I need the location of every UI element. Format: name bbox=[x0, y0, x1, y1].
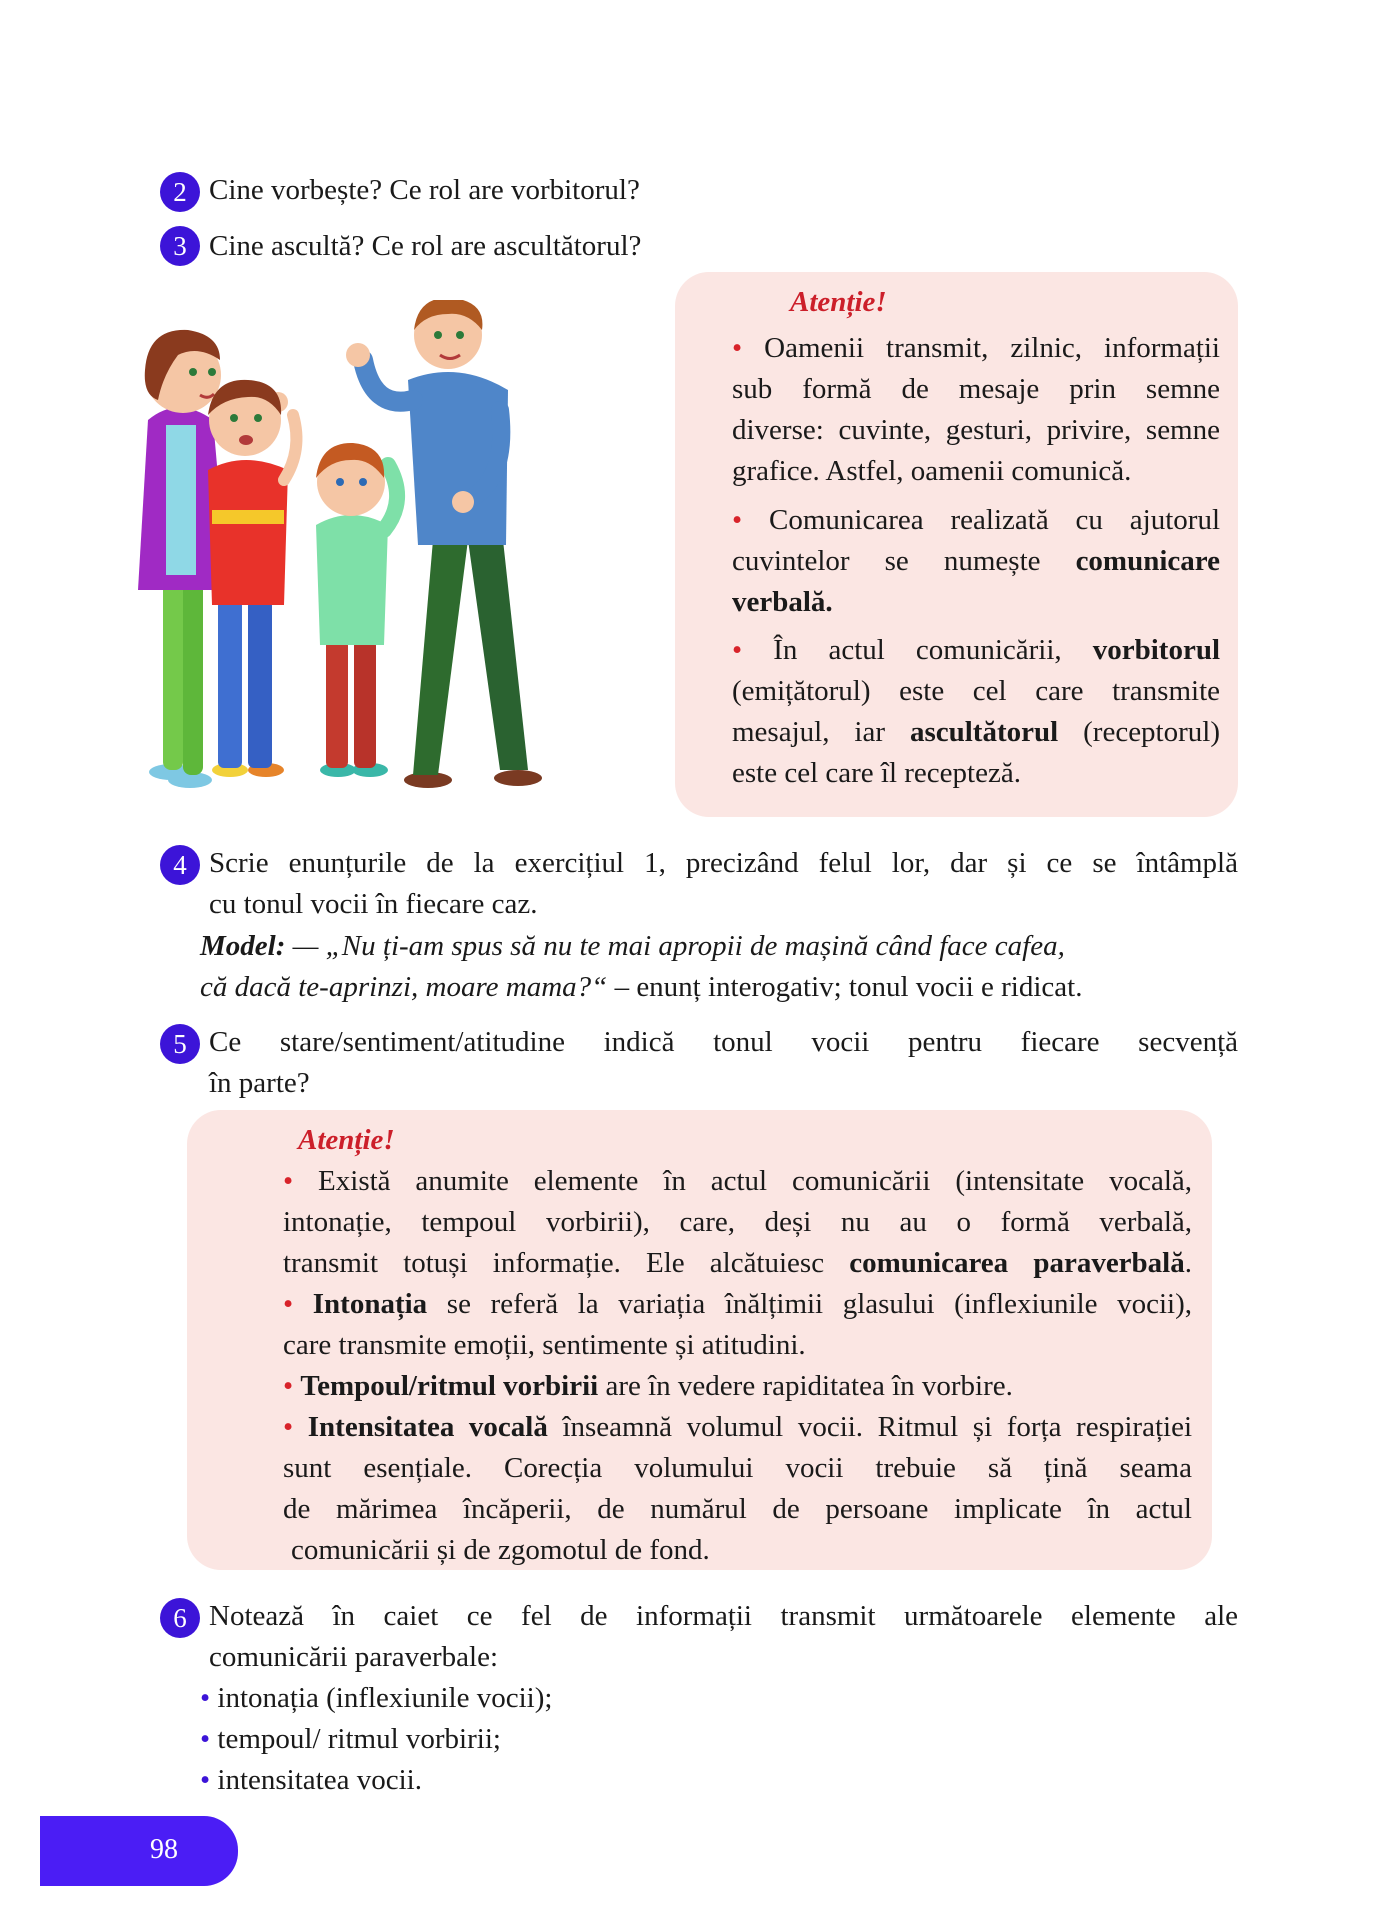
box2-bullet4-line1: • Intensitatea vocală înseamnă volumul vocii. Ritmul și forța respirației bbox=[283, 1411, 1193, 1443]
question-5-line2: în parte? bbox=[209, 1067, 310, 1099]
box2-bullet2-line2: care transmite emoții, sentimente și atitudini. bbox=[283, 1329, 806, 1361]
box2-bullet3-line1: • Tempoul/ritmul vorbirii are în vedere rapiditatea în vorbire. bbox=[283, 1370, 1013, 1402]
list-item: • intonația (inflexiunile vocii); bbox=[200, 1682, 553, 1714]
list-item: • intensitatea vocii. bbox=[200, 1764, 422, 1796]
page-number: 98 bbox=[150, 1834, 178, 1865]
question-3-text: Cine ascultă? Ce rol are ascultătorul? bbox=[209, 230, 642, 262]
box1-bullet1-line1: • Oamenii transmit, zilnic, informații bbox=[732, 332, 1220, 364]
box2-bullet2-line1: • Intonația se referă la variația înălțimii glasului (inflexiunile vocii), bbox=[283, 1288, 1193, 1320]
question-number-4: 4 bbox=[160, 845, 200, 885]
page-number-tab bbox=[40, 1816, 238, 1886]
box1-bullet1-line3: diverse: cuvinte, gesturi, privire, semne bbox=[732, 414, 1220, 446]
question-6-line2: comunicării paraverbale: bbox=[209, 1641, 499, 1673]
box1-bullet3-line1: • În actul comunicării, vorbitorul bbox=[732, 634, 1221, 666]
box1-bullet3-line4: este cel care îl recepteză. bbox=[732, 757, 1021, 789]
boy-green-shirt bbox=[316, 443, 397, 777]
question-number-2: 2 bbox=[160, 172, 200, 212]
box1-bullet1-line2: sub formă de mesaje prin semne bbox=[732, 373, 1220, 405]
box2-bullet4-line3: de mărimea încăperii, de numărul de persoane implicate în actul bbox=[283, 1493, 1192, 1525]
box2-bullet4-line4: comunicării și de zgomotul de fond. bbox=[291, 1534, 710, 1566]
question-6-line1: Notează în caiet ce fel de informații transmit următoarele elemente ale bbox=[209, 1600, 1238, 1632]
box2-bullet1-line2: intonație, tempoul vorbirii), care, deși nu au o formă verbală, bbox=[283, 1206, 1192, 1238]
box1-bullet3-line2: (emițătorul) este cel care transmite bbox=[732, 675, 1220, 707]
box1-bullet2-line2: cuvintelor se numește comunicare bbox=[732, 545, 1220, 577]
box1-bullet3-line3: mesajul, iar ascultătorul (receptorul) bbox=[732, 716, 1220, 748]
box2-bullet1-line1: • Există anumite elemente în actul comunicării (intensitate vocală, bbox=[283, 1165, 1192, 1197]
attention-title-2: Atenție! bbox=[298, 1124, 395, 1156]
attention-title-1: Atenție! bbox=[790, 286, 887, 318]
box1-bullet2-line3: verbală. bbox=[732, 586, 833, 618]
question-5-line1: Ce stare/sentiment/atitudine indică tonul vocii pentru fiecare secvență bbox=[209, 1026, 1238, 1058]
model-line2: că dacă te-aprinzi, moare mama?“ – enunț interogativ; tonul vocii e ridicat. bbox=[200, 971, 1083, 1003]
family-illustration bbox=[108, 300, 668, 800]
box1-bullet1-line4: grafice. Astfel, oamenii comunică. bbox=[732, 455, 1132, 487]
question-4-line1: Scrie enunțurile de la exercițiul 1, precizând felul lor, dar și ce se întâmplă bbox=[209, 847, 1238, 879]
model-line1: Model: — „Nu ți-am spus să nu te mai apropii de mașină când face cafea, bbox=[200, 930, 1065, 962]
box2-bullet1-line3: transmit totuși informație. Ele alcătuiesc comunicarea paraverbală. bbox=[283, 1247, 1192, 1279]
box2-bullet4-line2: sunt esențiale. Corecția volumului vocii trebuie să țină seama bbox=[283, 1452, 1192, 1484]
boy-red-shirt bbox=[208, 380, 296, 777]
box1-bullet2-line1: • Comunicarea realizată cu ajutorul bbox=[732, 504, 1221, 536]
question-2-text: Cine vorbește? Ce rol are vorbitorul? bbox=[209, 174, 640, 206]
question-4-line2: cu tonul vocii în fiecare caz. bbox=[209, 888, 538, 920]
question-number-3: 3 bbox=[160, 226, 200, 266]
question-number-6: 6 bbox=[160, 1598, 200, 1638]
question-number-5: 5 bbox=[160, 1024, 200, 1064]
list-item: • tempoul/ ritmul vorbirii; bbox=[200, 1723, 501, 1755]
